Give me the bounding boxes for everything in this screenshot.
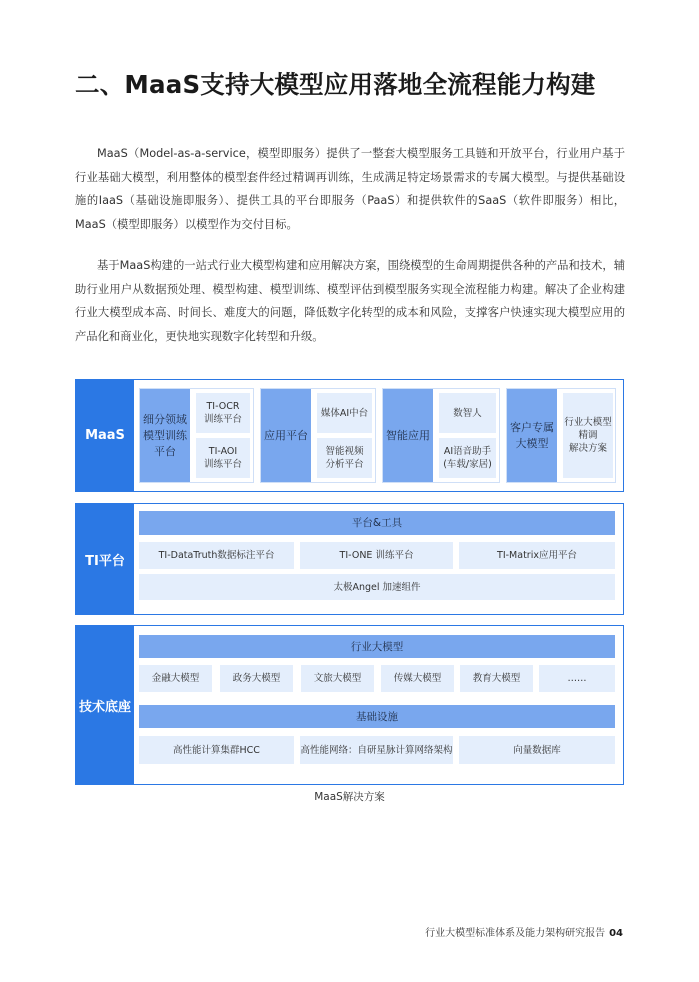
domain-training-platform: 细分领域 模型训练 平台 xyxy=(140,389,190,482)
intro-paragraph: MaaS（Model-as-a-service，模型即服务）提供了一整套大模型服务工具链和开放平台，行业用户基于行业基础大模型，利用整体的模型套件经过精调再训练，生成满足特定场景需求的专属大模型。与提供基础设施的IaaS（基础设施即服务）、提供工具的平台即服务（PaaS）和提供软件的SaaS（软件即服务）相比，MaaS（模型即服务）以模型作为交付目标。 xyxy=(75,147,625,231)
industry-model-header: 行业大模型 xyxy=(139,635,615,658)
infrastructure-header: 基础设施 xyxy=(139,705,615,728)
tourism-model: 文旅大模型 xyxy=(301,665,374,692)
video-analysis-platform: 智能视频 分析平台 xyxy=(317,438,372,478)
maas-group-app-platform xyxy=(260,388,376,483)
ti-one-platform: TI-ONE 训练平台 xyxy=(300,542,453,569)
page-title: 二、MaaS支持大模型应用落地全流程能力构建 xyxy=(75,70,596,99)
starpulse-network: 高性能网络：自研星脉计算网络架构 xyxy=(300,736,453,764)
government-model: 政务大模型 xyxy=(220,665,293,692)
figure-caption: MaaS解决方案 xyxy=(314,791,385,803)
digital-human: 数智人 xyxy=(439,393,496,433)
platform-tools-header: 平台&工具 xyxy=(139,511,615,535)
finance-model: 金融大模型 xyxy=(139,665,212,692)
more-models: …… xyxy=(539,665,615,692)
angel-acceleration: 太极Angel 加速组件 xyxy=(139,574,615,600)
vector-database: 向量数据库 xyxy=(459,736,615,764)
ai-voice-assistant: AI语音助手 (车载/家居) xyxy=(439,438,496,478)
maas-group-custom-model xyxy=(506,388,616,483)
maas-layer xyxy=(75,379,624,492)
ti-layer-label: TI平台 xyxy=(76,504,134,614)
education-model: 教育大模型 xyxy=(460,665,533,692)
maas-group-domain-training xyxy=(139,388,254,483)
custom-model: 客户专属 大模型 xyxy=(507,389,557,482)
media-ai-platform: 媒体AI中台 xyxy=(317,393,372,433)
maas-layer-label: MaaS xyxy=(76,380,134,491)
media-model: 传媒大模型 xyxy=(381,665,454,692)
industry-finetune-solution: 行业大模型 精调 解决方案 xyxy=(563,393,613,478)
hcc-cluster: 高性能计算集群HCC xyxy=(139,736,294,764)
tech-layer-label: 技术底座 xyxy=(76,626,134,784)
smart-apps: 智能应用 xyxy=(383,389,433,482)
tech-base-layer xyxy=(75,625,624,785)
ti-ocr-platform: TI-OCR 训练平台 xyxy=(196,393,250,433)
maas-group-smart-apps xyxy=(382,388,500,483)
ti-aoi-platform: TI-AOI 训练平台 xyxy=(196,438,250,478)
ti-datatruth-platform: TI-DataTruth数据标注平台 xyxy=(139,542,294,569)
app-platform: 应用平台 xyxy=(261,389,311,482)
page-footer xyxy=(425,924,623,939)
page-number: 04 xyxy=(609,928,623,939)
ti-platform-layer xyxy=(75,503,624,615)
solution-paragraph: 基于MaaS构建的一站式行业大模型构建和应用解决方案，围绕模型的生命周期提供各种的产品和技术，辅助行业用户从数据预处理、模型构建、模型训练、模型评估到模型服务实现全流程能力构建。解决了企业构建行业大模型成本高、时间长、难度大的问题，降低数字化转型的成本和风险，支撑客户快速实现大模型应用的产品化和商业化，更快地实现数字化转型和升级。 xyxy=(75,259,625,343)
report-title: 行业大模型标准体系及能力架构研究报告 xyxy=(425,928,606,939)
ti-matrix-platform: TI-Matrix应用平台 xyxy=(459,542,615,569)
